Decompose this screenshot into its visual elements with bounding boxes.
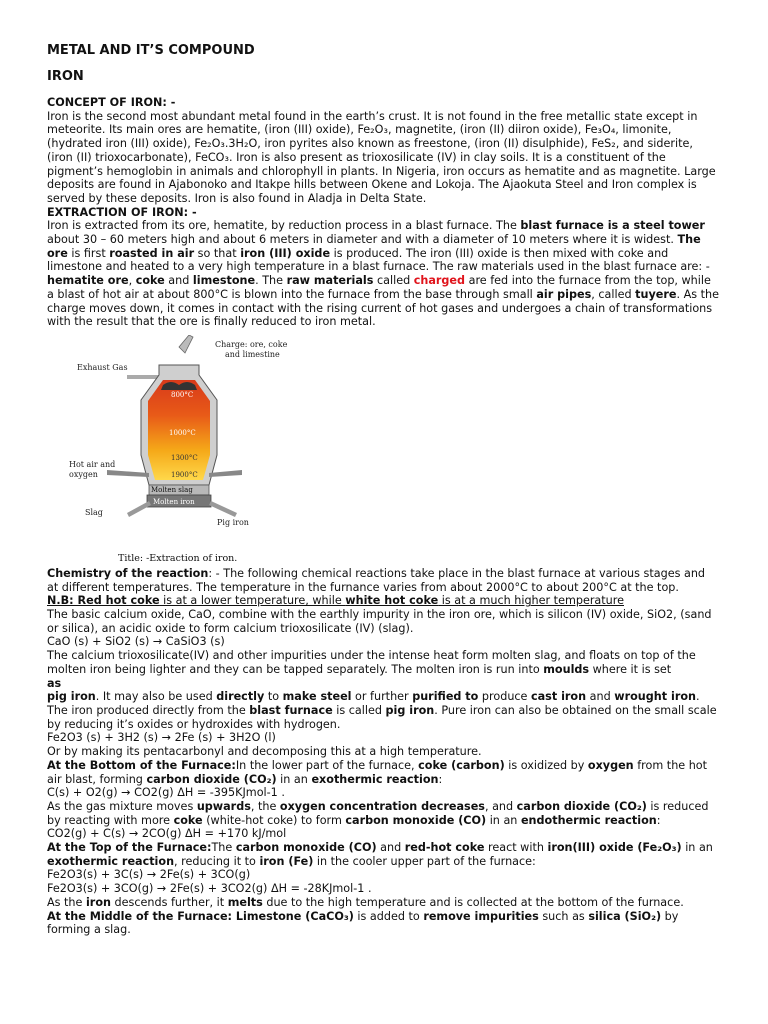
label-molten-iron: Molten iron — [153, 497, 195, 506]
label-exhaust: Exhaust Gas — [77, 362, 128, 372]
label-charge: Charge: ore, coke — [215, 339, 288, 349]
label-1900: 1900°C — [171, 470, 198, 479]
pig-iron-paragraph: pig iron. It may also be used directly to make steel or further purified to produce cast iron and wrought iron. The iron produced directly from the blast furnace is called pig iron. Pure iron can also be obtained on the small scale by reducing it’s oxides or hydroxides with hydrogen. — [47, 690, 717, 731]
equation-slag: CaO (s) + SiO2 (s) → CaSiO3 (s) — [47, 635, 225, 649]
figure-caption: Title: -Extraction of iron. — [118, 552, 238, 564]
extraction-paragraph: Iron is extracted from its ore, hematite, by reduction process in a blast furnace. The blast furnace is a steel tower about 30 – 60 meters high and about 6 meters in diameter and with a diameter of 10 meters where it is widest. The ore is first roasted in air so that iron (III) oxide is produced. The iron (III) oxide is then mixed with coke and limestone and heated to a very high temperature in a blast furnace. The raw materials used in the blast furnace are: - hematite ore, coke and limestone. The raw materials called charged are fed into the furnace from the top, while a blast of hot air at about 800°C is blown into the furnace from the base through small air pipes, called tuyere. As the charge moves down, it comes in contact with the rising current of hot gases and undergoes a chain of transformations with the result that the ore is finally reduced to iron metal. — [47, 219, 719, 329]
gas-mixture-paragraph: As the gas mixture moves upwards, the oxygen concentration decreases, and carbon dioxide (CO₂) is reduced by reacting with more coke (white-hot coke) to form carbon monoxide (CO) in an endothermic reaction: — [47, 799, 709, 827]
label-800: 800°C — [171, 390, 194, 399]
label-pig-iron: Pig iron — [217, 517, 249, 527]
as-word: as — [47, 676, 62, 690]
pentacarbonyl-paragraph: Or by making its pentacarbonyl and decomposing this at a high temperature. — [47, 745, 482, 759]
concept-paragraph: Iron is the second most abundant metal found in the earth’s crust. It is not found in the free metallic state except in meteorite. Its main ores are hematite, (iron (III) oxide), Fe₂O₃, magnetite, (iron (II) diiron oxide), Fe₃O₄, limonite, (hydrated iron (III) oxide), Fe₂O₃.3H₂O, iron pyrites also known as freestone, (iron (II) disulphide), FeS₂, and siderite, (iron (II) trioxocarbonate), FeCO₃. Iron is also present as trioxosilicate (IV) in clay soils. It is a constituent of the pigment’s hemoglobin in animals and chlorophyll in plants. In Nigeria, iron occurs as hematite and as magnetite. Large deposits are found in Ajabonoko and Itakpe hills between Okene and Lokoja. The Ajaokuta Steel and Iron complex is served by these deposits. Iron is also found in Aladja in Delta State. — [47, 109, 716, 205]
equation-carbon-oxidation: C(s) + O2(g) → CO2(g) ΔH = -395KJmol-1 . — [47, 786, 285, 800]
blast-furnace-diagram — [67, 335, 317, 550]
equation-co-formation: CO2(g) + C(s) → 2CO(g) ΔH = +170 kJ/mol — [47, 827, 287, 841]
bottom-furnace-paragraph: At the Bottom of the Furnace:In the lower part of the furnace, coke (carbon) is oxidized by oxygen from the hot air blast, forming carbon dioxide (CO₂) in an exothermic reaction: — [47, 758, 708, 786]
section-title-iron: IRON — [47, 69, 84, 84]
equation-hydrogen: Fe2O3 (s) + 3H2 (s) → 2Fe (s) + 3H2O (l) — [47, 731, 276, 745]
iron-descends-paragraph: As the iron descends further, it melts due to the high temperature and is collected at the bottom of the furnace. — [47, 895, 684, 909]
blast-furnace-figure — [47, 335, 719, 567]
label-oxygen: oxygen — [69, 469, 98, 479]
equation-reduction-co: Fe2O3(s) + 3CO(g) → 2Fe(s) + 3CO2(g) ΔH = -28KJmol-1 . — [47, 882, 372, 896]
equation-reduction-carbon: Fe2O3(s) + 3C(s) → 2Fe(s) + 3CO(g) — [47, 868, 251, 882]
concept-heading: CONCEPT OF IRON: - — [47, 96, 176, 109]
middle-furnace-paragraph: At the Middle of the Furnace: Limestone (CaCO₃) is added to remove impurities such as silica (SiO₂) by forming a slag. — [47, 909, 679, 937]
document-title: METAL AND IT’S COMPOUND — [47, 43, 255, 58]
slag-paragraph: The calcium trioxosilicate(IV) and other impurities under the intense heat form molten slag, and floats on top of the molten iron being lighter and they can be tapped separately. The molten iron is run into moulds where it is set — [47, 649, 696, 676]
top-furnace-paragraph: At the Top of the Furnace:The carbon monoxide (CO) and red-hot coke react with iron(III) oxide (Fe₂O₃) in an exothermic reaction, reducing it to iron (Fe) in the cooler upper part of the furnace: — [47, 841, 713, 868]
nb-note: N.B: Red hot coke is at a lower temperature, while white hot coke is at a much higher temperature — [47, 594, 624, 608]
label-charge-2: and limestine — [225, 349, 280, 359]
extraction-heading: EXTRACTION OF IRON: - — [47, 205, 197, 219]
label-slag: Slag — [85, 507, 103, 517]
label-1300: 1300°C — [171, 453, 198, 462]
chemistry-paragraph: Chemistry of the reaction: - The following chemical reactions take place in the blast furnace at various stages and at different temperatures. The temperature in the furnance varies from about 2000°C to about 200°C at the top. — [47, 566, 706, 594]
document-page — [47, 42, 719, 937]
calcium-oxide-paragraph: The basic calcium oxide, CaO, combine with the earthly impurity in the iron ore, which is silicon (IV) oxide, SiO2, (sand or silica), an acidic oxide to form calcium trioxosilicate (IV) (slag). — [47, 608, 712, 635]
charged-highlight: charged — [413, 274, 466, 288]
label-molten-slag: Molten slag — [151, 485, 193, 494]
label-1000: 1000°C — [169, 428, 196, 437]
label-hot-air: Hot air and — [69, 459, 116, 469]
